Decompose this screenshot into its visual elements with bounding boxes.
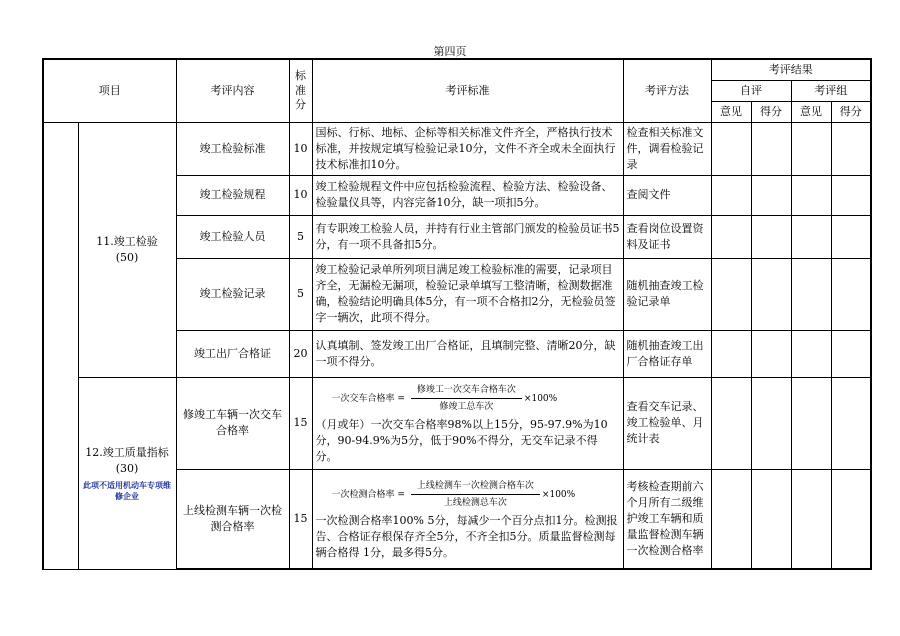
category-blank-cell [43,122,78,569]
score-cell: 5 [289,215,312,258]
header-group-opinion: 意见 [791,101,831,122]
method-cell: 随机抽查竣工出厂合格证存单 [623,330,711,377]
group-opinion-cell[interactable] [791,330,831,377]
score-cell: 15 [289,377,312,469]
group-points-cell[interactable] [831,469,871,569]
standard-text: （月或年）一次交车合格率98%以上15分，95-97.9%为10分，90-94.9%为5分，低于90%不得分，无交车记录不得分。 [315,418,608,464]
formula [316,477,620,513]
content-cell: 竣工检验记录 [176,258,289,330]
standard-cell: 国标、行标、地标、企标等相关标准文件齐全，严格执行技术标准，并按规定填写检验记录10分，文件不齐全或未全面执行技术标准扣10分。 [312,122,623,175]
header-result: 考评结果 [711,59,871,80]
standard-cell [312,469,623,569]
self-opinion-cell[interactable] [711,377,751,469]
section-item-cell [78,377,176,569]
score-cell: 5 [289,258,312,330]
group-points-cell[interactable] [831,330,871,377]
header-self: 自评 [711,80,791,101]
group-points-cell[interactable] [831,377,871,469]
self-opinion-cell[interactable] [711,258,751,330]
header-standard: 考评标准 [312,59,623,122]
self-points-cell[interactable] [751,175,791,215]
formula-numerator: 修竣工一次交车合格车次 [411,384,522,399]
formula-fraction [411,384,522,414]
self-points-cell[interactable] [751,122,791,175]
formula [316,381,620,417]
self-opinion-cell[interactable] [711,469,751,569]
self-points-cell[interactable] [751,330,791,377]
method-cell: 检查相关标准文件，调看检验记录 [623,122,711,175]
group-opinion-cell[interactable] [791,215,831,258]
group-opinion-cell[interactable] [791,122,831,175]
self-opinion-cell[interactable] [711,215,751,258]
formula-denominator: 修竣工总车次 [439,402,494,413]
self-opinion-cell[interactable] [711,330,751,377]
group-points-cell[interactable] [831,215,871,258]
group-opinion-cell[interactable] [791,469,831,569]
content-cell: 竣工出厂合格证 [176,330,289,377]
section-item-title: 12.竣工质量指标 [85,445,169,459]
group-opinion-cell[interactable] [791,175,831,215]
header-content: 考评内容 [176,59,289,122]
header-group-points: 得分 [831,101,871,122]
standard-cell [312,377,623,469]
formula-multiplier: ×100% [541,489,576,500]
header-score: 标 准 分 [289,59,312,122]
formula-numerator: 上线检测车一次检测合格车次 [411,480,540,495]
formula-multiplier: ×100% [523,393,558,404]
self-points-cell[interactable] [751,258,791,330]
self-points-cell[interactable] [751,377,791,469]
self-points-cell[interactable] [751,469,791,569]
header-self-opinion: 意见 [711,101,751,122]
self-opinion-cell[interactable] [711,175,751,215]
score-cell: 10 [289,122,312,175]
self-opinion-cell[interactable] [711,122,751,175]
header-item: 项目 [43,59,176,122]
score-cell: 15 [289,469,312,569]
content-cell: 上线检测车辆一次检测合格率 [176,469,289,569]
score-cell: 10 [289,175,312,215]
group-points-cell[interactable] [831,258,871,330]
formula-fraction [411,480,540,510]
group-opinion-cell[interactable] [791,258,831,330]
content-cell: 竣工检验规程 [176,175,289,215]
header-group: 考评组 [791,80,871,101]
header-method: 考评方法 [623,59,711,122]
standard-cell: 竣工检验记录单所列项目满足竣工检验标准的需要，记录项目齐全，无漏检无漏项，检验记录单填写工整清晰，检测数据准确，检验结论明确具体5分，有一项不合格扣2分，无检验员签字一辆次，此项不得分。 [312,258,623,330]
standard-cell: 有专职竣工检验人员，并持有行业主管部门颁发的检验员证书5分，有一项不具备扣5分。 [312,215,623,258]
section-item-cell [78,122,176,377]
standard-cell: 认真填制、签发竣工出厂合格证，且填制完整、清晰20分，缺一项不得分。 [312,330,623,377]
group-points-cell[interactable] [831,122,871,175]
method-cell: 查看岗位设置资料及证书 [623,215,711,258]
method-cell: 考核检查期前六个月所有二级维护竣工车辆和质量监督检测车辆一次检测合格率 [623,469,711,569]
content-cell: 竣工检验标准 [176,122,289,175]
section-item-sub: (50) [115,250,139,264]
content-cell: 竣工检验人员 [176,215,289,258]
method-cell: 查阅文件 [623,175,711,215]
formula-denominator: 上线检测总车次 [443,498,507,509]
self-points-cell[interactable] [751,215,791,258]
group-opinion-cell[interactable] [791,377,831,469]
formula-lhs: 一次检测合格率 = [331,489,405,500]
page-title: 第四页 [433,45,467,58]
group-points-cell[interactable] [831,175,871,215]
standard-cell: 竣工检验规程文件中应包括检验流程、检验方法、检验设备、检验量仪具等，内容完备10分，缺一项扣5分。 [312,175,623,215]
section-item-title: 11.竣工检验 [96,234,158,248]
section-note: 此项不适用机动车专项维修企业 [83,479,171,501]
header-self-points: 得分 [751,101,791,122]
standard-text: 一次检测合格率100% 5分，每减少一个百分点扣1分。检测报告、合格证存根保存齐全5分，不齐全扣5分。质量监督检测每辆合格得 1分，最多得5分。 [315,514,618,560]
method-cell: 随机抽查竣工检验记录单 [623,258,711,330]
score-cell: 20 [289,330,312,377]
section-item-sub: (30) [115,461,139,475]
evaluation-table [42,58,872,570]
method-cell: 查看交车记录、竣工检验单、月统计表 [623,377,711,469]
content-cell: 修竣工车辆一次交车合格率 [176,377,289,469]
formula-lhs: 一次交车合格率 = [331,393,405,404]
